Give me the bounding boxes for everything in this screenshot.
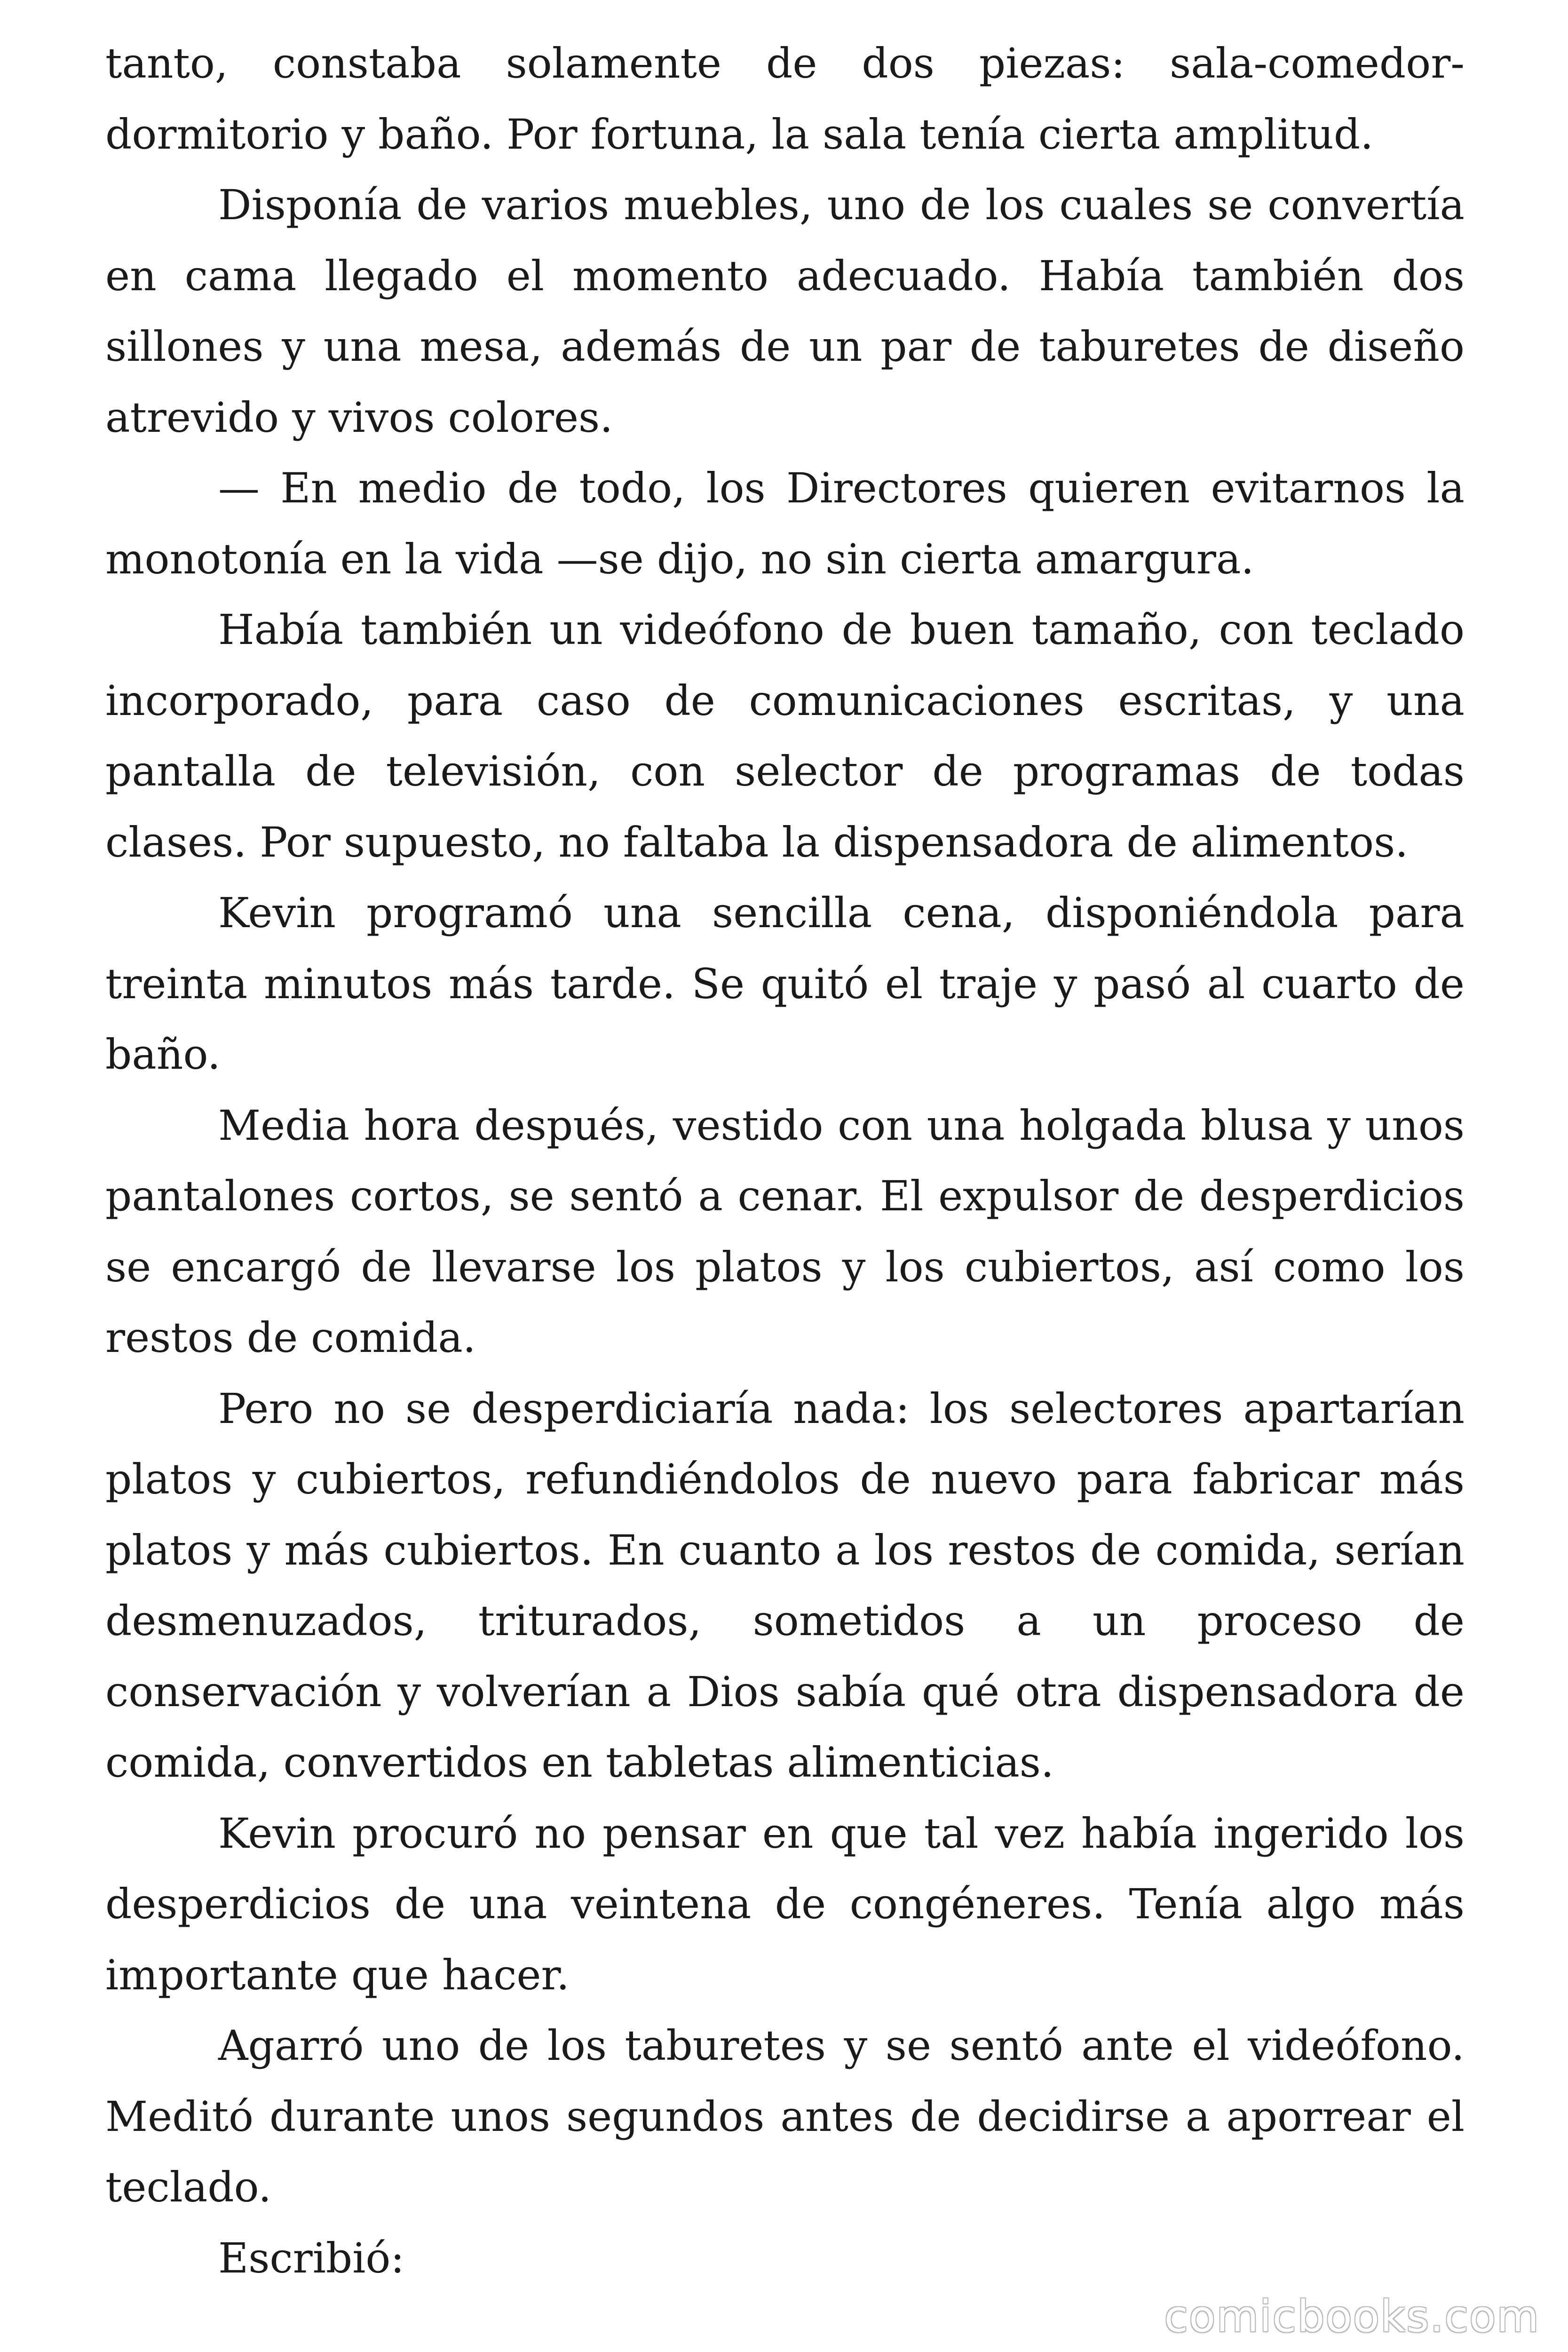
paragraph-3: — En medio de todo, los Directores quieren evitarnos la monotonía en la vida —se dijo, no sin cierta amargura. — [105, 464, 1465, 583]
paragraph-7: Pero no se desperdiciaría nada: los selectores apartarían platos y cubiertos, refundiéndolos de nuevo para fabricar más platos y más cubiertos. En cuanto a los restos de comida, serían desmenuzados, triturados, sometidos a un proceso de conservación y volverían a Dios sabía qué otra dispensadora de comida, convertidos en tabletas alimenticias. — [105, 1384, 1465, 1787]
paragraph-2: Disponía de varios muebles, uno de los cuales se convertía en cama llegado el momento adecuado. Había también dos sillones y una mesa, además de un par de taburetes de diseño atrevido y vivos colores. — [105, 181, 1465, 442]
paragraph-4: Había también un videófono de buen tamaño, con teclado incorporado, para caso de comunicaciones escritas, y una pantalla de televisión, con selector de programas de todas clases. Por supuesto, no faltaba la dispensadora de alimentos. — [105, 605, 1465, 866]
paragraph-8: Kevin procuró no pensar en que tal vez había ingerido los desperdicios de una veintena de congéneres. Tenía algo más importante que hacer. — [105, 1809, 1465, 1999]
paragraph-9: Agarró uno de los taburetes y se sentó ante el videófono. Meditó durante unos segundos antes de decidirse a aporrear el teclado. — [105, 2021, 1465, 2211]
watermark-logo: comicbooks.com — [1164, 2291, 1540, 2342]
page-body — [105, 28, 1465, 2352]
paragraph-6: Media hora después, vestido con una holgada blusa y unos pantalones cortos, se sentó a cenar. El expulsor de desperdicios se encargó de llevarse los platos y los cubiertos, así como los restos de comida. — [105, 1101, 1465, 1362]
paragraph-1: tanto, constaba solamente de dos piezas: sala-comedor-dormitorio y baño. Por fortuna, la sala tenía cierta amplitud. — [105, 39, 1465, 159]
paragraph-5: Kevin programó una sencilla cena, disponiéndola para treinta minutos más tarde. Se quitó el traje y pasó al cuarto de baño. — [105, 889, 1465, 1079]
paragraph-10: Escribió: — [218, 2233, 404, 2282]
